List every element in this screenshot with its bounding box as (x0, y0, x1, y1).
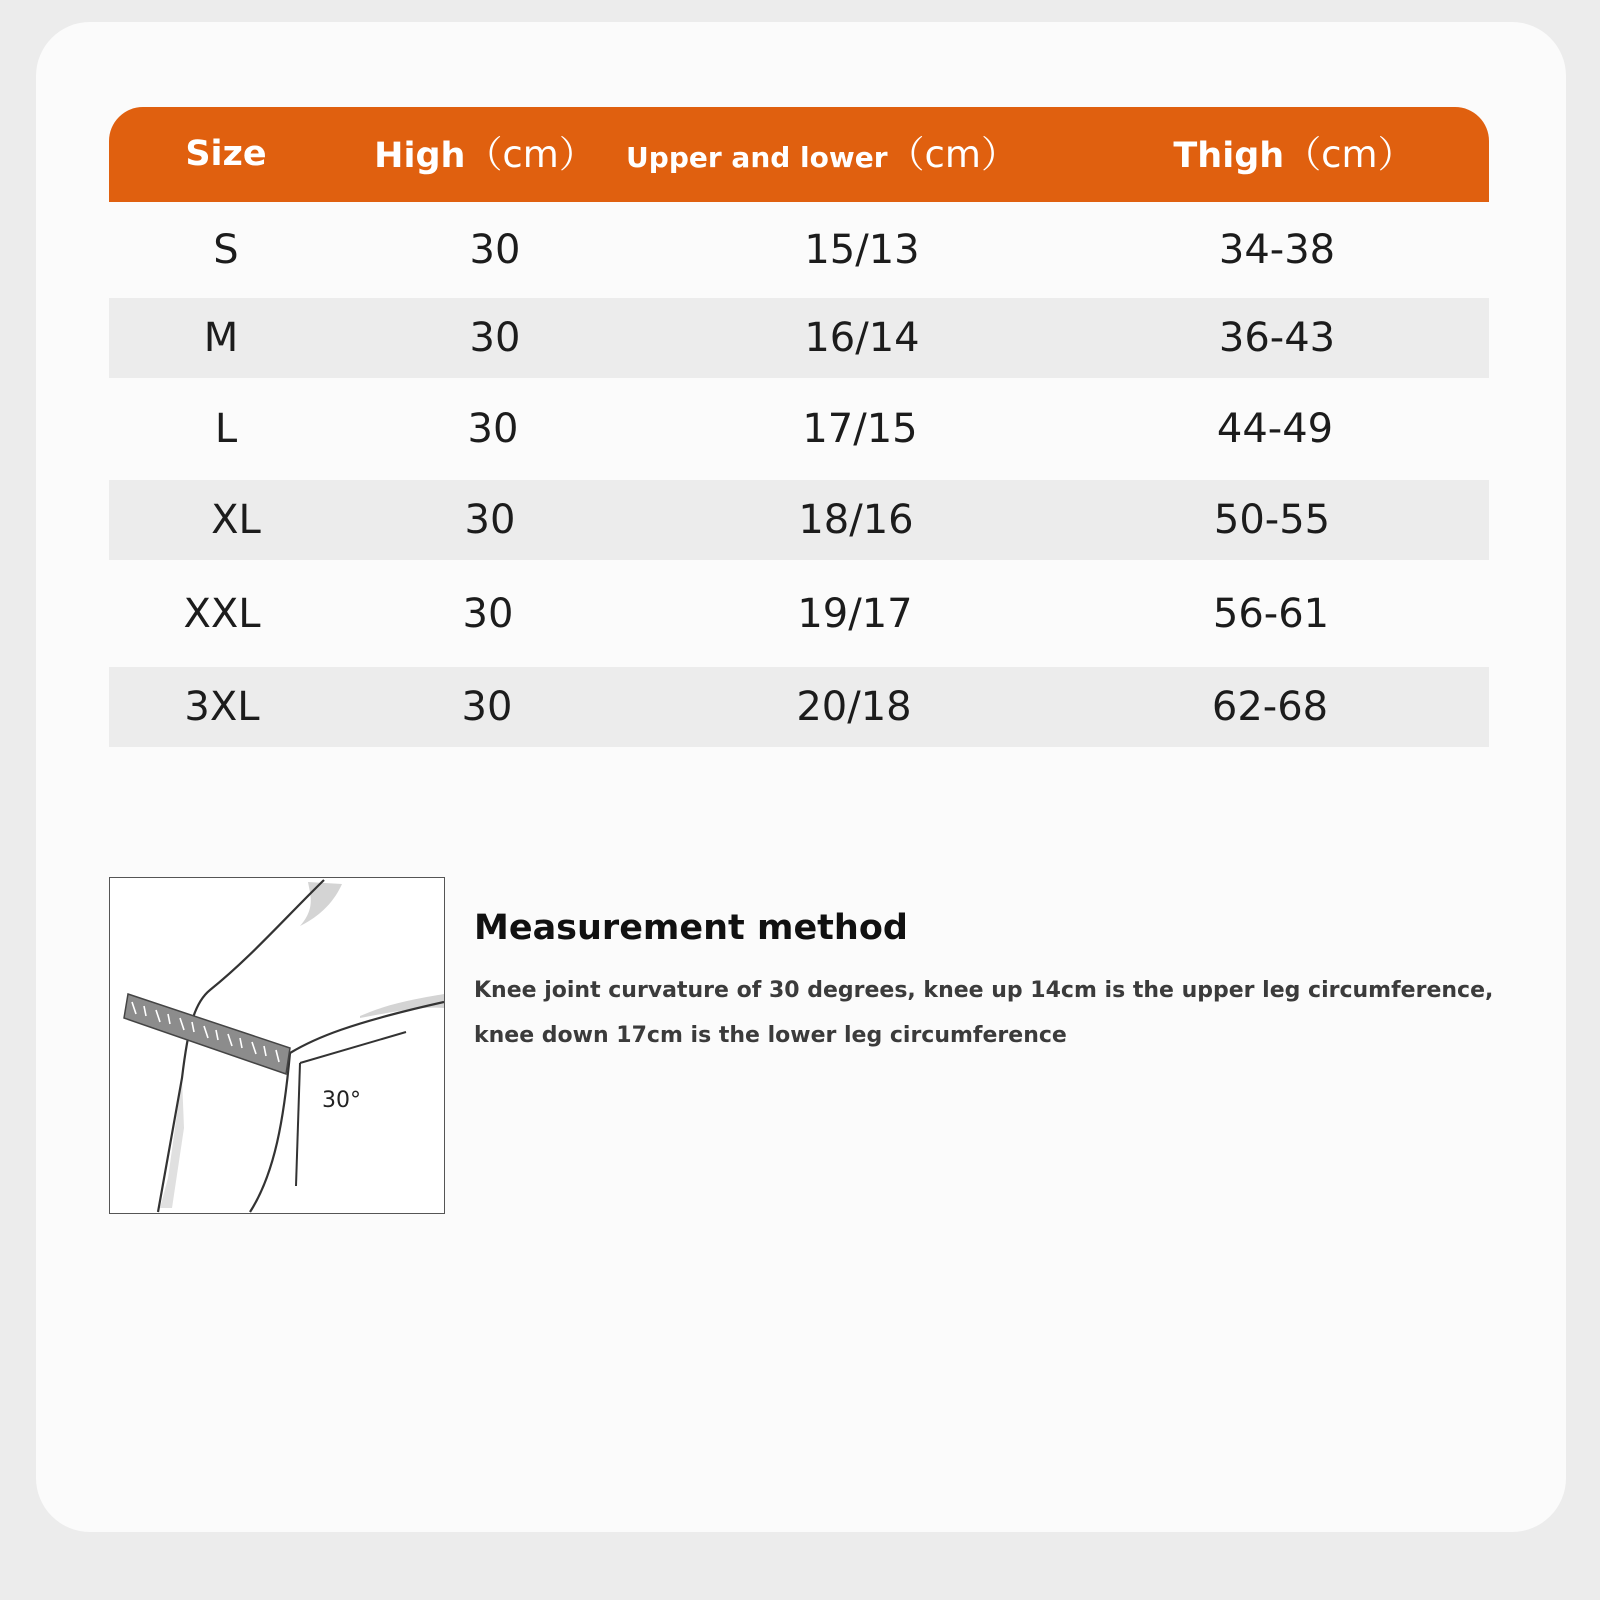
header-size: Size (185, 134, 267, 174)
cell-upper-lower: 17/15 (802, 406, 918, 452)
knee-measurement-diagram (109, 877, 445, 1214)
table-row (109, 667, 1489, 747)
cell-thigh: 56-61 (1212, 590, 1330, 637)
cell-upper-lower: 20/18 (796, 684, 912, 730)
cell-upper-lower: 18/16 (798, 497, 914, 543)
cell-size: 3XL (184, 684, 260, 730)
cell-size: XXL (183, 590, 261, 637)
cell-high: 30 (464, 497, 516, 543)
thigh-shading (300, 882, 342, 926)
cell-high: 30 (461, 684, 513, 730)
cell-thigh: 62-68 (1211, 684, 1329, 730)
cell-upper-lower: 19/17 (797, 590, 913, 637)
table-row (109, 202, 1489, 298)
leg-shading (160, 1078, 184, 1208)
table-header (109, 107, 1489, 202)
cell-thigh: 36-43 (1218, 315, 1336, 361)
table-row (109, 480, 1489, 560)
angle-arm-lower (296, 1063, 300, 1186)
table-row (109, 378, 1489, 480)
cell-size: M (203, 315, 239, 361)
cell-high: 30 (467, 406, 519, 452)
calf-shading (360, 994, 444, 1018)
table-row (109, 298, 1489, 378)
header-thigh: Thigh（cm） (1173, 133, 1415, 176)
measurement-description: Knee joint curvature of 30 degrees, knee up 14cm is the upper leg circumference, knee down 17cm is the lower leg circumference (474, 978, 1494, 1048)
table-row (109, 560, 1489, 667)
measurement-title: Measurement method (474, 908, 908, 948)
cell-size: L (214, 406, 238, 452)
cell-thigh: 50-55 (1213, 497, 1331, 543)
calf-line (290, 1002, 444, 1053)
cell-upper-lower: 15/13 (804, 227, 920, 273)
measuring-tape-icon (124, 994, 290, 1074)
angle-arm-upper (300, 1032, 406, 1063)
cell-upper-lower: 16/14 (804, 315, 920, 361)
cell-size: XL (211, 497, 261, 543)
cell-high: 30 (462, 590, 514, 637)
cell-thigh: 44-49 (1216, 406, 1334, 452)
size-table (109, 107, 1489, 747)
cell-thigh: 34-38 (1218, 227, 1336, 273)
angle-label: 30° (322, 1088, 361, 1113)
back-leg-line (250, 1053, 290, 1212)
cell-high: 30 (469, 227, 521, 273)
cell-size: S (213, 227, 239, 273)
cell-high: 30 (469, 315, 521, 361)
header-high: High（cm） (374, 133, 596, 176)
header-upper-lower: Upper and lower（cm） (626, 133, 1018, 176)
